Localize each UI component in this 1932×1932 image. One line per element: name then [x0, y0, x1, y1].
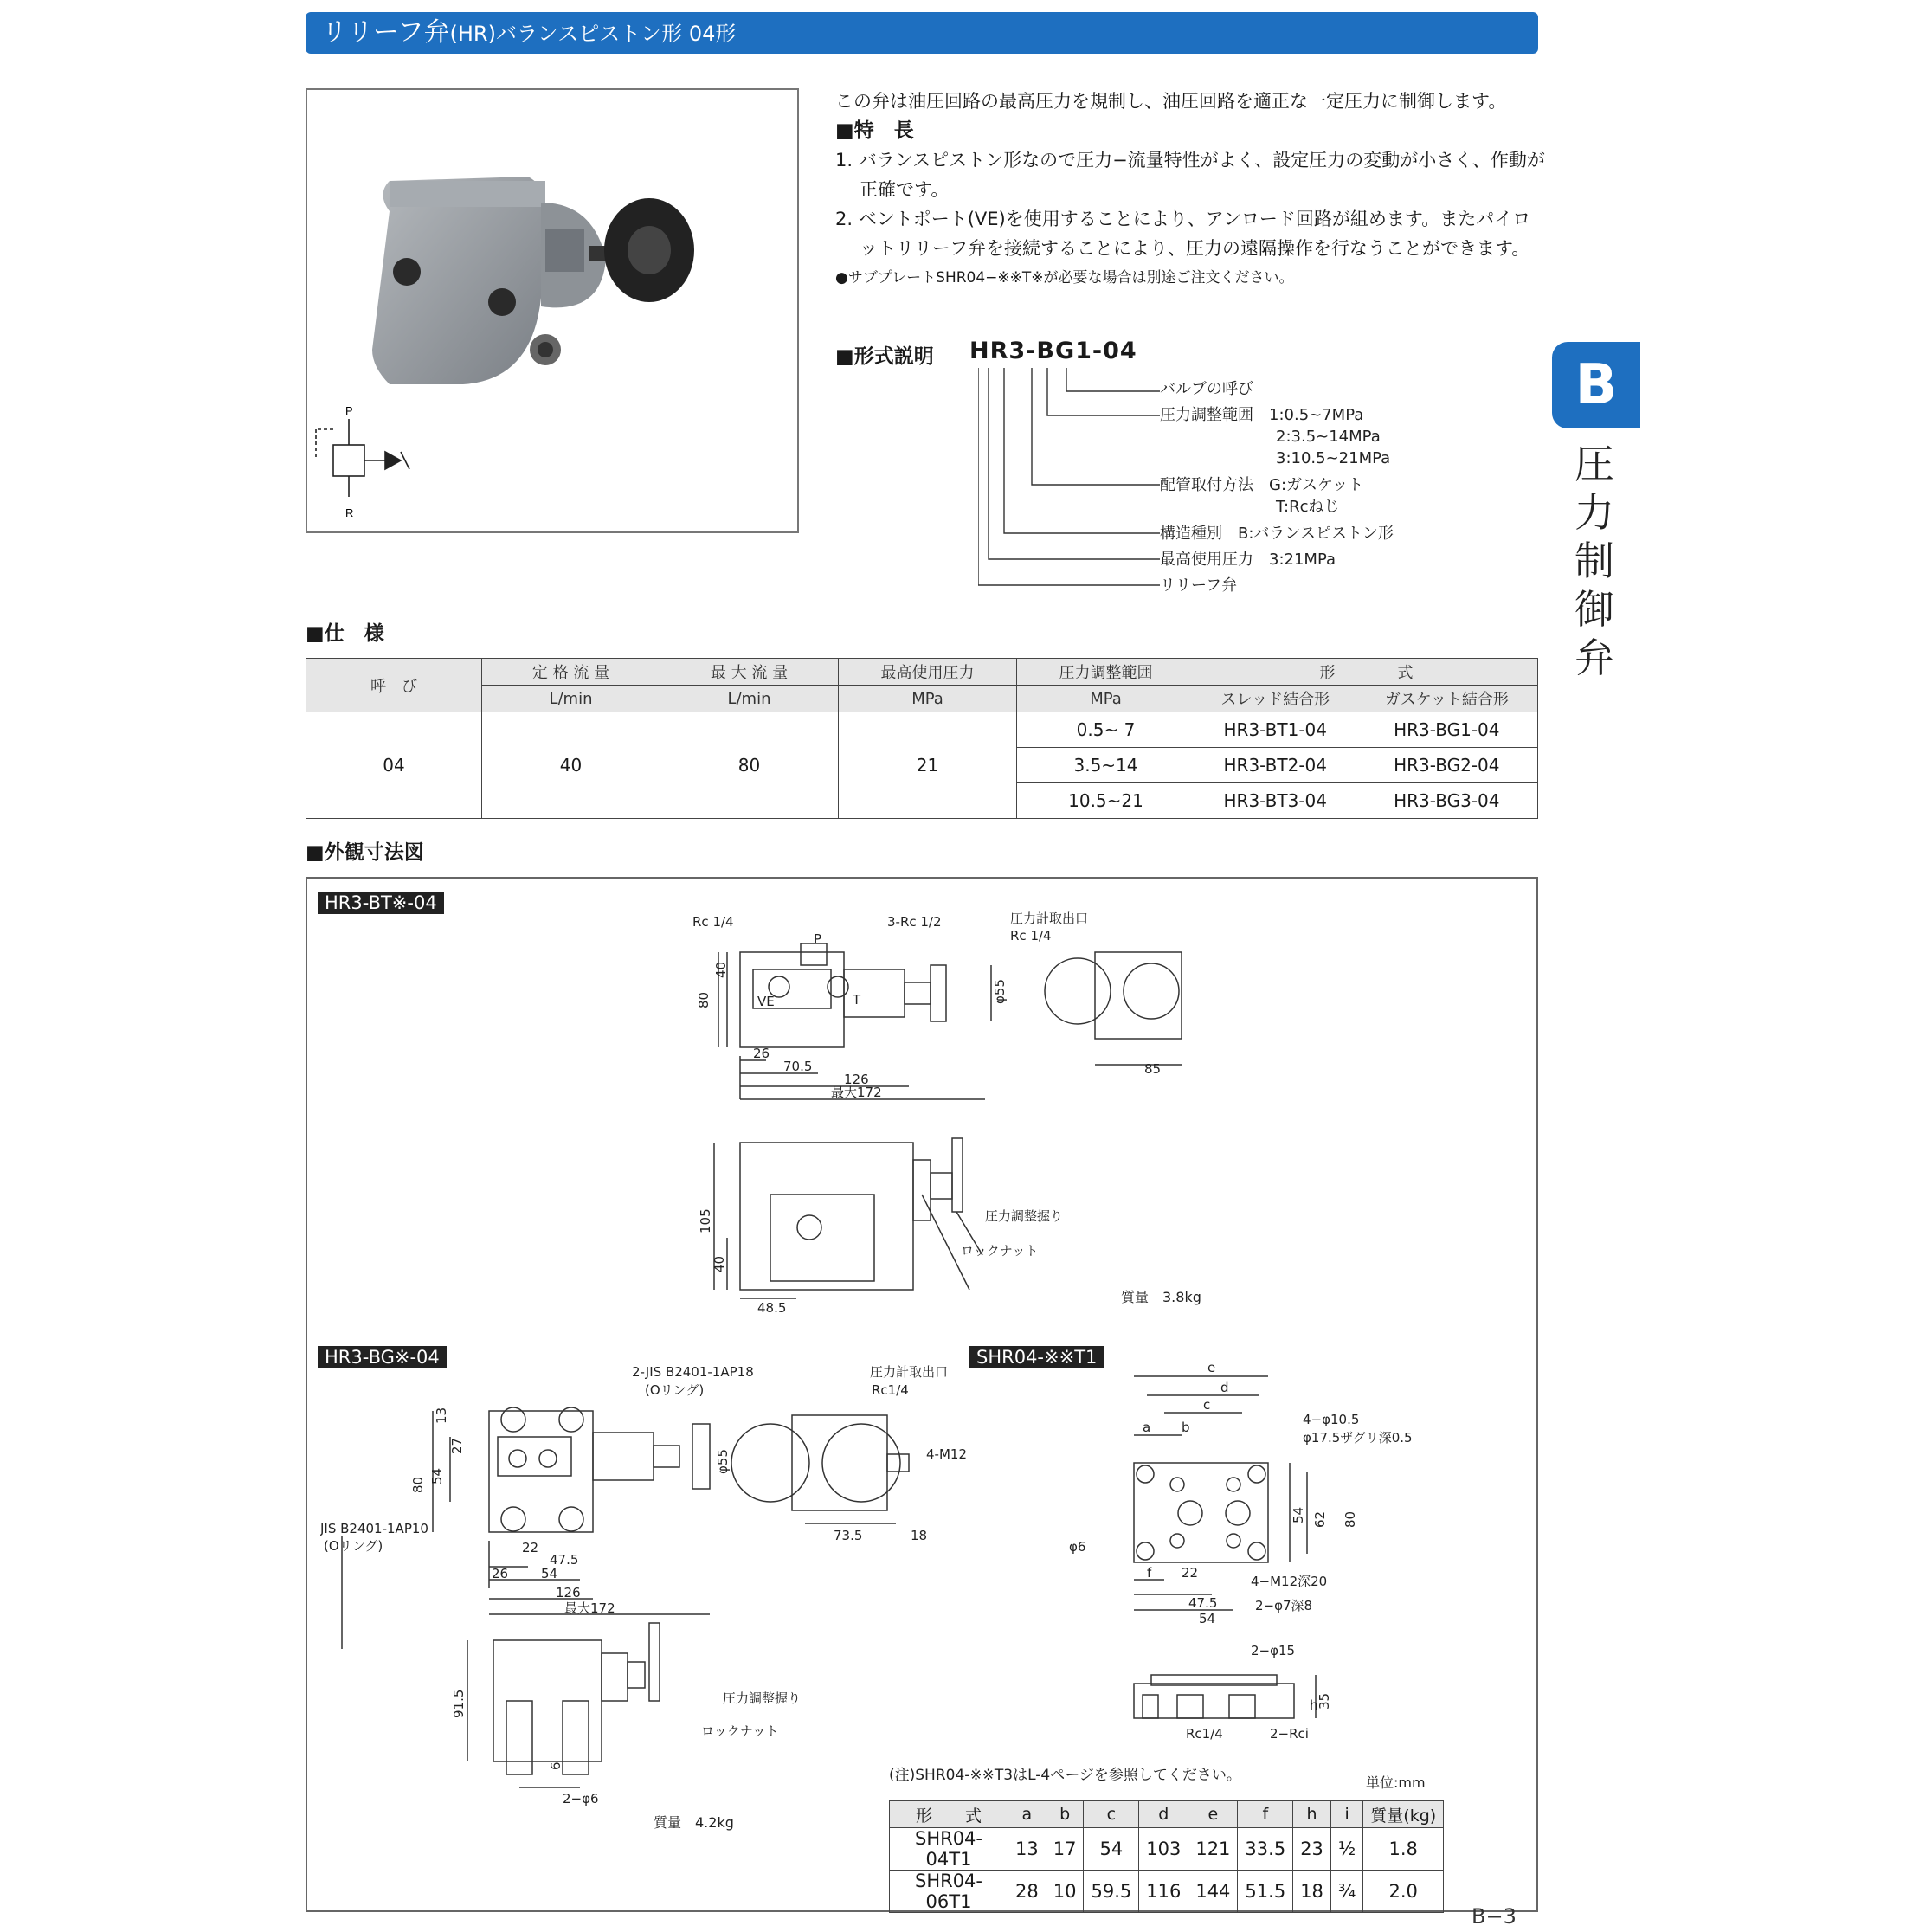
shr-label: 4−M12深20 [1251, 1574, 1328, 1589]
shr-cell: 13 [1008, 1828, 1046, 1871]
feature-2: 2. ベントポート(VE)を使用することにより、アンロード回路が組めます。またパイロットリリーフ弁を接続することにより、圧力の遠隔操作を行なうことができます。 [835, 209, 1531, 259]
cell-range: 0.5~ 7 [1017, 712, 1195, 748]
shr-dimension-table [889, 1800, 1444, 1913]
bt-drawing-tag: HR3-BT※-04 [318, 892, 444, 914]
shr-label: 47.5 [1188, 1595, 1218, 1611]
header-max-flow-unit: L/min [660, 686, 839, 712]
feature-1: 1. バランスピストン形なので圧力−流量特性がよく、設定圧力の変動が小さく、作動が正確です。 [835, 150, 1545, 200]
symbol-p-label: P [345, 404, 353, 417]
shr-cell: SHR04-06T1 [890, 1871, 1008, 1913]
header-model: 形 式 [1195, 659, 1538, 686]
bg-label: 126 [556, 1585, 581, 1600]
cell-nominal: 04 [306, 712, 482, 819]
symbol-r-label: R [345, 506, 354, 519]
bg-label: 圧力計取出口 [870, 1364, 949, 1380]
shr-label: 4−φ10.5 [1303, 1412, 1360, 1427]
shr-cell: 103 [1139, 1828, 1188, 1871]
code-item-relief-valve: リリーフ弁 [1160, 576, 1238, 595]
shr-cell: 54 [1084, 1828, 1139, 1871]
page-subtitle: (HR)バランスピストン形 04形 [449, 22, 737, 46]
shr-header: h [1293, 1801, 1331, 1828]
page-title: リリーフ弁 [321, 17, 450, 48]
bt-label: 3-Rc 1/2 [887, 914, 942, 930]
bg-label: (Oリング) [324, 1538, 383, 1554]
header-pressure-range: 圧力調整範囲 [1017, 659, 1195, 686]
bg-label: 47.5 [550, 1552, 579, 1568]
bt-label: ロックナット [961, 1243, 1039, 1259]
bt-label: P [814, 931, 822, 947]
shr-label: 54 [1199, 1611, 1216, 1626]
bt-label: 40 [713, 961, 729, 978]
code-item-mounting-t: T:Rcねじ [1276, 498, 1340, 516]
model-code-heading: ■形式説明 [835, 345, 934, 368]
page-title-bar [306, 12, 1538, 54]
bg-mass: 質量 4.2kg [654, 1814, 734, 1831]
vertical-char: 制 [1575, 538, 1614, 584]
cell-gasket-model: HR3-BG2-04 [1356, 748, 1537, 783]
bt-label: Rc 1/4 [1010, 928, 1052, 943]
product-photo [307, 90, 797, 531]
shr-label: 80 [1343, 1510, 1358, 1528]
bg-label: 最大172 [564, 1600, 615, 1616]
shr-label: φ17.5ザグリ深0.5 [1303, 1430, 1413, 1446]
shr-label: c [1203, 1397, 1211, 1413]
shr-cell: 17 [1046, 1828, 1084, 1871]
spec-table [306, 658, 1538, 819]
shr-cell: 121 [1188, 1828, 1238, 1871]
header-rated-flow-unit: L/min [482, 686, 660, 712]
cell-gasket-model: HR3-BG1-04 [1356, 712, 1537, 748]
code-item-range-3: 3:10.5~21MPa [1276, 449, 1391, 467]
bg-label: (Oリング) [645, 1382, 705, 1398]
spec-heading: ■仕 様 [306, 622, 384, 645]
cell-max-flow: 80 [660, 712, 839, 819]
shr-label: 2−φ15 [1251, 1643, 1296, 1658]
shr-cell: 116 [1139, 1871, 1188, 1913]
shr-header: b [1046, 1801, 1084, 1828]
code-item-max-pressure: 最高使用圧力 3:21MPa [1160, 551, 1336, 569]
bt-label: 85 [1144, 1061, 1162, 1077]
shr-label: e [1208, 1360, 1216, 1375]
features-heading: ■特 長 [835, 119, 914, 142]
shr-label: f [1147, 1565, 1152, 1581]
vertical-char: 御 [1575, 586, 1614, 633]
shr-header: 質量(kg) [1363, 1801, 1444, 1828]
bt-label: 105 [698, 1208, 713, 1233]
shr-cell: 28 [1008, 1871, 1046, 1913]
header-gasket-type: ガスケット結合形 [1356, 686, 1537, 712]
header-rated-flow: 定 格 流 量 [482, 659, 660, 686]
shr-header: a [1008, 1801, 1046, 1828]
bt-label: T [853, 992, 861, 1008]
shr-label: 22 [1182, 1565, 1199, 1581]
code-item-pressure-range: 圧力調整範囲 1:0.5~7MPa [1160, 406, 1364, 424]
bg-label: 22 [522, 1540, 539, 1555]
table-row [306, 712, 1538, 748]
shr-cell: 18 [1293, 1871, 1331, 1913]
bg-label: 73.5 [834, 1528, 863, 1543]
bg-label: Rc1/4 [872, 1382, 909, 1398]
bt-label: 26 [753, 1046, 770, 1061]
bt-label: 126 [844, 1072, 869, 1087]
bg-label: 80 [410, 1476, 426, 1493]
shr-cell: 23 [1293, 1828, 1331, 1871]
header-range-unit: MPa [1017, 686, 1195, 712]
model-code: HR3-BG1-04 [969, 338, 1137, 364]
header-nominal: 呼 び [306, 659, 482, 712]
shr-header: i [1330, 1801, 1362, 1828]
bg-label: 27 [449, 1437, 465, 1454]
bt-label: φ55 [992, 979, 1008, 1004]
shr-label: Rc1/4 [1186, 1726, 1223, 1742]
bg-label: 26 [492, 1566, 509, 1581]
cell-range: 3.5~14 [1017, 748, 1195, 783]
intro-section [835, 87, 1545, 293]
product-photo-box [306, 88, 799, 533]
code-item-range-2: 2:3.5~14MPa [1276, 428, 1381, 446]
shr-label: b [1182, 1420, 1190, 1435]
cell-max-pressure: 21 [839, 712, 1017, 819]
shr-cell: SHR04-04T1 [890, 1828, 1008, 1871]
shr-label: d [1220, 1380, 1229, 1395]
shr-header: f [1238, 1801, 1293, 1828]
bg-label: JIS B2401-1AP10 [320, 1521, 428, 1536]
dimensions-heading: ■外観寸法図 [306, 841, 424, 864]
section-tab-b: B [1552, 342, 1640, 428]
shr-cell: 59.5 [1084, 1871, 1139, 1913]
shr-label: 54 [1291, 1506, 1306, 1523]
shr-label: h [1310, 1697, 1318, 1713]
vertical-char: 力 [1575, 489, 1614, 536]
header-max-pressure: 最高使用圧力 [839, 659, 1017, 686]
shr-cell: 2.0 [1363, 1871, 1444, 1913]
code-item-valve-size: バルブの呼び [1160, 380, 1253, 398]
cell-rated-flow: 40 [482, 712, 660, 819]
bg-label: 18 [911, 1528, 928, 1543]
bt-label: VE [757, 994, 775, 1009]
bg-outline-drawing [320, 1363, 978, 1813]
shr-outline-drawing [1069, 1359, 1450, 1748]
cell-gasket-model: HR3-BG3-04 [1356, 783, 1537, 819]
shr-label: 2−Rci [1270, 1726, 1309, 1742]
shr-cell: 144 [1188, 1871, 1238, 1913]
cell-thread-model: HR3-BT1-04 [1195, 712, 1356, 748]
cell-range: 10.5~21 [1017, 783, 1195, 819]
bt-label: Rc 1/4 [692, 914, 734, 930]
shr-cell: ½ [1330, 1828, 1362, 1871]
vertical-char: 弁 [1575, 634, 1614, 681]
shr-label: a [1143, 1420, 1151, 1435]
bt-mass: 質量 3.8kg [1121, 1289, 1201, 1305]
shr-drawing-tag: SHR04-※※T1 [969, 1346, 1104, 1368]
shr-label: 62 [1312, 1510, 1328, 1528]
bg-label: φ55 [715, 1449, 731, 1474]
header-thread-type: スレッド結合形 [1195, 686, 1356, 712]
shr-label: 35 [1317, 1692, 1332, 1710]
bt-label: 70.5 [783, 1059, 813, 1074]
bg-label: 54 [429, 1467, 445, 1484]
unit-label: 単位:mm [1366, 1774, 1426, 1791]
bg-label: 6 [548, 1761, 564, 1770]
shr-cell: 33.5 [1238, 1828, 1293, 1871]
subplate-note: ●サブプレートSHR04−※※T※が必要な場合は別途ご注文ください。 [835, 269, 1294, 287]
intro-lead: この弁は油圧回路の最高圧力を規制し、油圧回路を適正な一定圧力に制御します。 [835, 91, 1507, 112]
bg-label: 54 [541, 1566, 558, 1581]
shr-label: φ6 [1069, 1539, 1086, 1555]
section-vertical-title [1568, 440, 1620, 682]
bg-label: ロックナット [701, 1723, 779, 1739]
shr-cell: ¾ [1330, 1871, 1362, 1913]
bg-label: 2−φ6 [563, 1791, 599, 1806]
bg-label: 圧力調整握り [723, 1690, 802, 1706]
shr-header: e [1188, 1801, 1238, 1828]
bt-label: 圧力計取出口 [1010, 911, 1089, 926]
bg-label: 4-M12 [926, 1446, 967, 1462]
bg-label: 13 [434, 1407, 449, 1424]
bg-label: 2-JIS B2401-1AP18 [632, 1364, 754, 1380]
bt-label: 80 [696, 991, 712, 1008]
cell-thread-model: HR3-BT3-04 [1195, 783, 1356, 819]
code-item-mounting: 配管取付方法 G:ガスケット [1160, 476, 1364, 494]
header-max-flow: 最 大 流 量 [660, 659, 839, 686]
model-code-leader-lines [978, 368, 1169, 602]
header-max-pressure-unit: MPa [839, 686, 1017, 712]
bg-drawing-tag: HR3-BG※-04 [318, 1346, 447, 1368]
shr-cell: 51.5 [1238, 1871, 1293, 1913]
shr-label: 2−φ7深8 [1255, 1598, 1313, 1613]
bt-label: 40 [712, 1255, 727, 1272]
vertical-char: 圧 [1575, 441, 1614, 487]
code-item-structure: 構造種別 B:バランスピストン形 [1160, 525, 1394, 543]
shr-header: 形 式 [890, 1801, 1008, 1828]
bg-label: 91.5 [451, 1689, 467, 1718]
bt-label: 圧力調整握り [985, 1208, 1064, 1224]
bt-label: 48.5 [757, 1300, 787, 1316]
table-row [890, 1871, 1444, 1913]
shr-note: (注)SHR04-※※T3はL-4ページを参照してください。 [889, 1767, 1241, 1784]
shr-cell: 10 [1046, 1871, 1084, 1913]
table-row [890, 1828, 1444, 1871]
shr-header: c [1084, 1801, 1139, 1828]
shr-header: d [1139, 1801, 1188, 1828]
cell-thread-model: HR3-BT2-04 [1195, 748, 1356, 783]
bt-outline-drawing [692, 909, 1246, 1316]
shr-cell: 1.8 [1363, 1828, 1444, 1871]
page-number: B−3 [1472, 1904, 1517, 1929]
bt-label: 最大172 [831, 1085, 882, 1100]
